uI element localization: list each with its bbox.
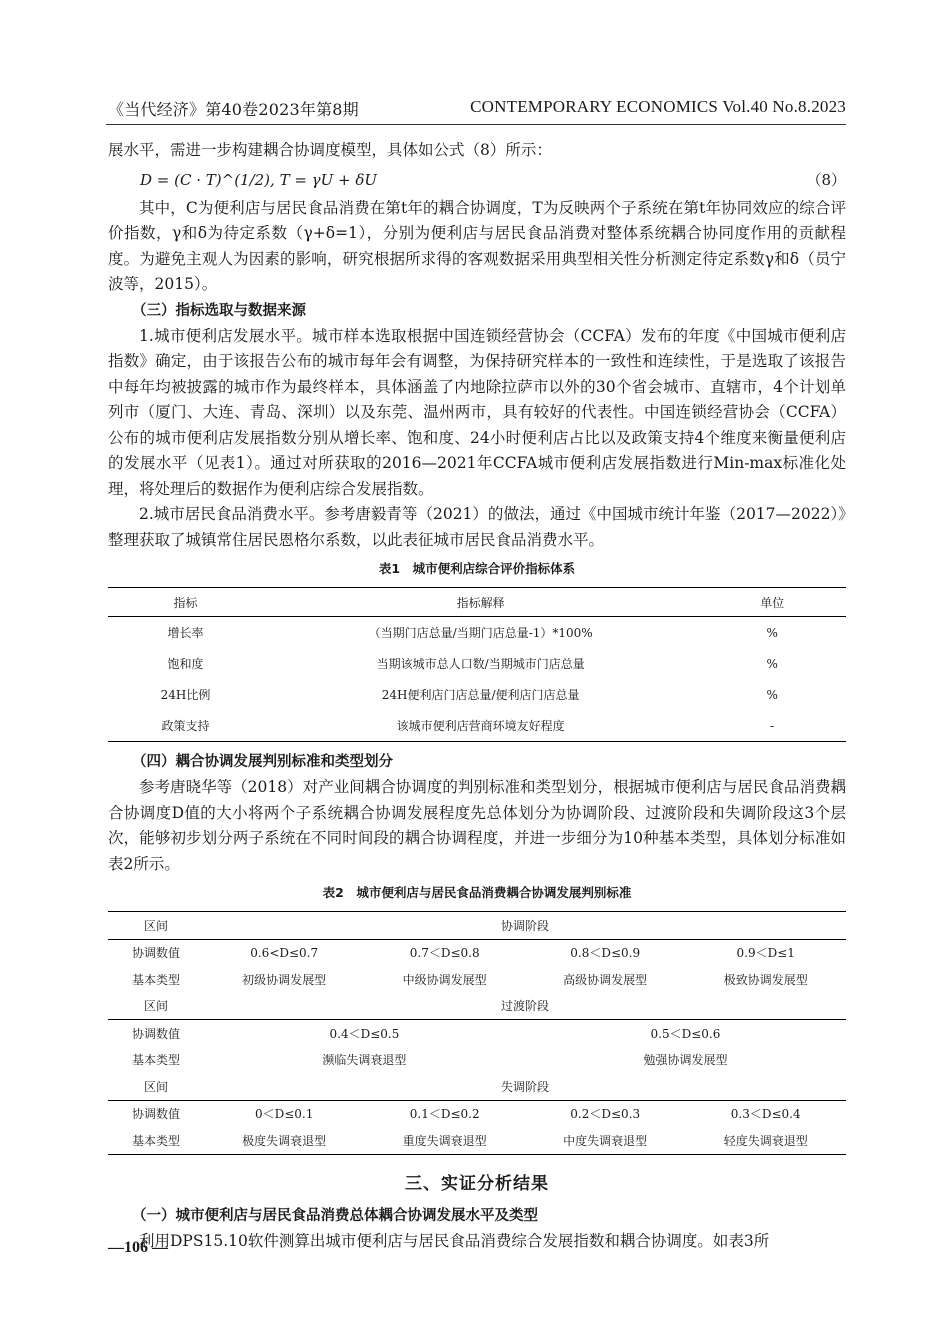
table-cell: 24H便利店门店总量/便利店门店总量 [381,688,580,702]
stage-coordination: 协调阶段 [204,912,846,940]
table1-col-unit: 单位 [698,588,846,617]
journal-header-cn: 《当代经济》第40卷2023年第8期 [108,100,359,119]
table-cell: 协调数值 [131,946,180,961]
table-cell: 0.3＜D≤0.4 [730,1107,801,1122]
table-cell: 濒临失调衰退型 [322,1053,407,1068]
table1-title: 表1 城市便利店综合评价指标体系 [378,561,576,576]
table-cell: 0.5＜D≤0.6 [650,1026,721,1041]
subsection-heading-1: （一）城市便利店与居民食品消费总体耦合协调发展水平及类型 [132,1207,538,1224]
part3-heading: 三、实证分析结果 [405,1173,549,1194]
table-row [108,1100,846,1127]
table-cell: 区间 [108,993,204,1020]
table-row [108,993,846,1020]
table-row [108,912,846,940]
page-number: —106 — [108,1239,168,1256]
table-cell: （当期门店总量/当期门店总量-1）*100% [368,626,593,640]
table-cell: 初级协调发展型 [242,972,327,987]
final-paragraph: 利用DPS15.10软件测算出城市便利店与居民食品消费综合发展指数和耦合协调度。如表3所 [139,1231,770,1250]
table-cell: 区间 [108,1073,204,1100]
table-cell: 中级协调发展型 [402,972,487,987]
journal-header-en: CONTEMPORARY ECONOMICS Vol.40 No.8.2023 [470,97,846,116]
table-cell: 勉强协调发展型 [643,1053,728,1068]
table-row [108,1127,846,1154]
stage-transition: 过渡阶段 [204,993,846,1020]
standard-paragraph: 参考唐晓华等（2018）对产业间耦合协调度的判别标准和类型划分，根据城市便利店与居民食品消费耦合协调度D值的大小将两个子系统耦合协调发展程度先总体划分为协调阶段、过渡阶段和失调阶段这3个层次，能够初步划分两子系统在不同时间段的耦合协调程度，并进一步细分为10种基本类型，具体划分标准如表2所示。 [108,778,846,873]
table-row [108,617,846,649]
header-divider [106,124,846,125]
table-cell: 该城市便利店营商环境友好程度 [396,719,565,733]
table-cell: % [766,687,778,702]
formula-explanation: 其中，C为便利店与居民食品消费在第t年的耦合协调度，T为反映两个子系统在第t年协同效应的综合评价指数，γ和δ为待定系数（γ+δ=1），分别为便利店与居民食品消费对整体系统耦合协同度作用的贡献程度。为避免主观人为因素的影响，研究根据所求得的客观数据采用典型相关性分析测定待定系数γ和δ（员宁波等，2015）。 [108,198,846,293]
table1-col-indicator: 指标 [108,588,263,617]
table2-title: 表2 城市便利店与居民食品消费耦合协调发展判别标准 [322,885,632,900]
table-row [108,966,846,993]
table-cell: 基本类型 [131,1053,180,1068]
table-cell: 0.1＜D≤0.2 [409,1107,480,1122]
table1-col-explanation: 指标解释 [263,588,698,617]
table-cell: 基本类型 [131,1133,180,1148]
table-cell: - [770,718,775,733]
table-cell: 增长率 [167,626,204,640]
table-row [108,1073,846,1100]
table-cell: 0.7＜D≤0.8 [409,946,480,961]
formula-number: （8） [806,171,846,189]
table-row [108,1047,846,1074]
section-heading-4: （四）耦合协调发展判别标准和类型划分 [132,754,393,770]
table-row [108,939,846,966]
table-cell: 0.8＜D≤0.9 [570,946,641,961]
article-body [108,138,846,1254]
table-cell: 协调数值 [131,1026,180,1041]
table-cell: 0.4＜D≤0.5 [329,1026,400,1041]
table-cell: 区间 [108,912,204,940]
table-cell: 协调数值 [131,1107,180,1122]
table-cell: 当期该城市总人口数/当期城市门店总量 [376,657,585,671]
table-cell: 饱和度 [167,657,204,671]
table-row [108,1020,846,1047]
table-cell: 中度失调衰退型 [563,1133,648,1148]
table-cell: 0.2＜D≤0.3 [570,1107,641,1122]
formula-8 [108,164,846,196]
table-row [108,679,846,710]
table-cell: 极致协调发展型 [723,972,808,987]
table-row [108,648,846,679]
food-consumption-paragraph: 2.城市居民食品消费水平。参考唐毅青等（2021）的做法，通过《中国城市统计年鉴（2017—2022）》整理获取了城镇常住居民恩格尔系数，以此表征城市居民食品消费水平。 [108,505,846,549]
table-cell: % [766,625,778,640]
table-cell: 高级协调发展型 [563,972,648,987]
table2 [108,911,846,1155]
table-cell: 重度失调衰退型 [402,1133,487,1148]
table-cell: 24H比例 [160,688,211,702]
table-cell: 0.9＜D≤1 [736,946,795,961]
stage-imbalance: 失调阶段 [204,1073,846,1100]
intro-paragraph: 展水平，需进一步构建耦合协调度模型，具体如公式（8）所示： [108,141,552,159]
table-cell: 0＜D≤0.1 [254,1107,314,1122]
table1 [108,587,846,742]
table-row [108,710,846,742]
table-cell: 政策支持 [161,719,210,733]
table-cell: 0.6<D≤0.7 [250,945,319,960]
table-cell: % [766,656,778,671]
table-cell: 轻度失调衰退型 [723,1133,808,1148]
convenience-store-paragraph: 1.城市便利店发展水平。城市样本选取根据中国连锁经营协会（CCFA）发布的年度《中国城市便利店指数》确定，由于该报告公布的城市每年会有调整，为保持研究样本的一致性和连续性，于是选取了该报告中每年均被披露的城市作为最终样本，具体涵盖了内地除拉萨市以外的30个省会城市、直辖市，4个计划单列市（厦门、大连、青岛、深圳）以及东莞、温州两市，具有较好的代表性。中国连锁经营协会（CCFA）公布的城市便利店发展指数分别从增长率、饱和度、24小时便利店占比以及政策支持4个维度来衡量便利店的发展水平（见表1）。通过对所获取的2016—2021年CCFA城市便利店发展指数进行Min-max标准化处理，将处理后的数据作为便利店综合发展指数。 [108,326,846,498]
section-heading-3: （三）指标选取与数据来源 [132,302,306,319]
table-cell: 极度失调衰退型 [242,1133,327,1148]
formula-expression: D = (C · T)^(1/2), T = γU + δU [140,170,378,189]
table1-header-row [108,588,846,617]
table-cell: 基本类型 [131,972,180,987]
